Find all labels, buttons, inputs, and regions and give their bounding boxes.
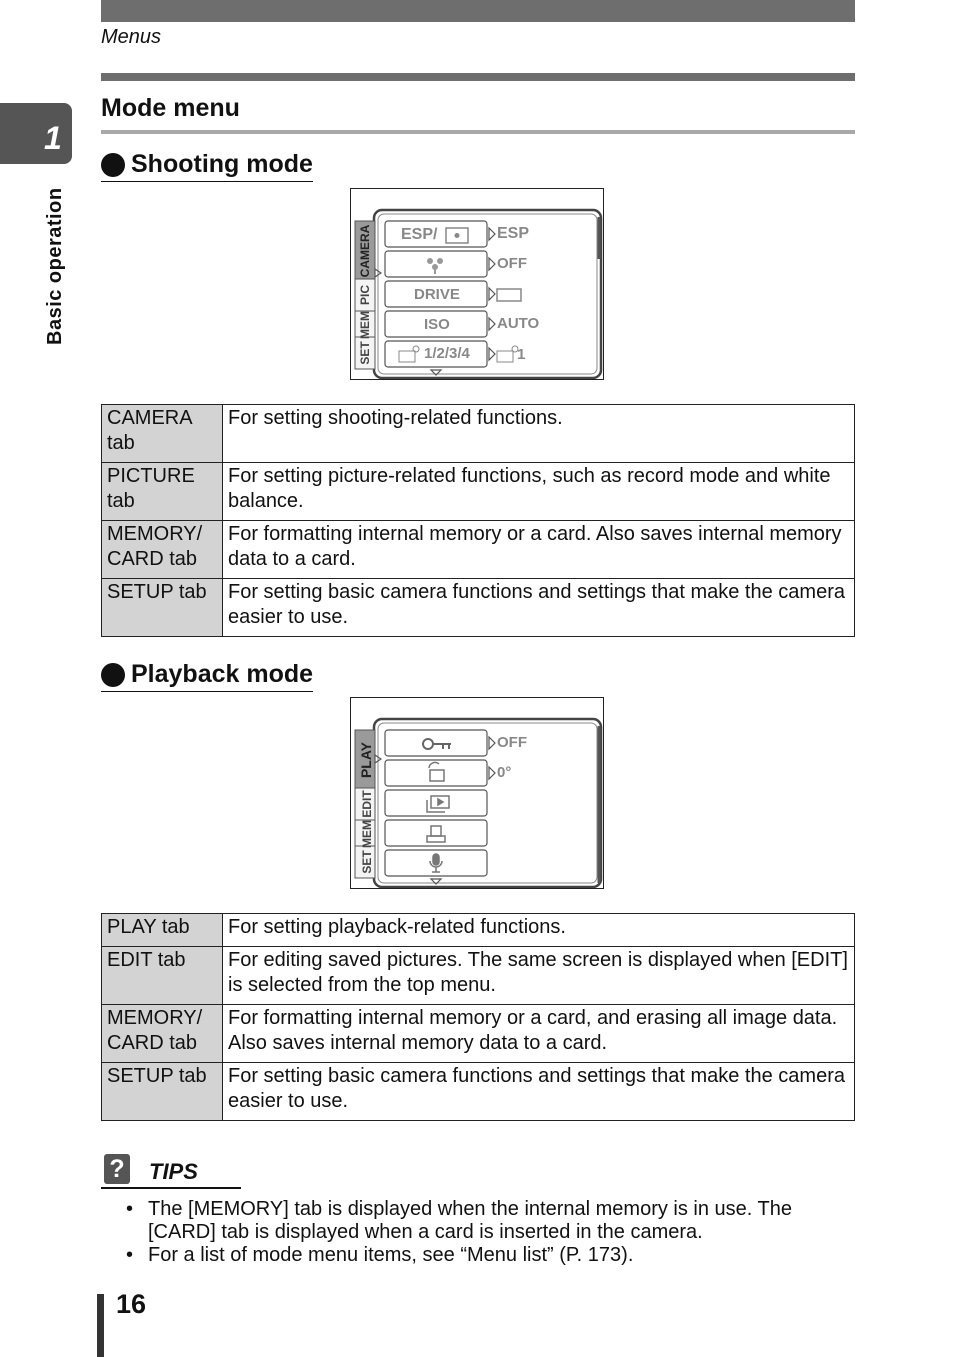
shooting-tabs-table [101, 404, 855, 637]
menu-value-mymode: 1 [517, 346, 526, 363]
page-number: 16 [116, 1289, 147, 1319]
bullet-icon [101, 153, 125, 177]
table-desc: For formatting internal memory or a card. Also saves internal memory data to a card. [223, 521, 855, 579]
tab-set-label: SET [360, 850, 374, 874]
table-desc: For setting basic camera functions and settings that make the camera easier to use. [223, 1063, 855, 1121]
header-label: Menus [101, 26, 162, 48]
menu-item-esp: ESP/ [401, 226, 438, 243]
playback-menu-screen-drawing [351, 698, 603, 888]
table-key: EDIT tab [102, 947, 223, 1005]
menu-value-esp: ESP [497, 225, 530, 242]
list-item: • The [MEMORY] tab is displayed when the internal memory is in use. The [CARD] tab is displayed when a card is inserted in the camera. [126, 1198, 826, 1244]
table-key: MEMORY/ CARD tab [102, 1005, 223, 1063]
title-underline [101, 130, 855, 134]
tab-pic-label: PIC [358, 285, 372, 306]
table-row [102, 1063, 855, 1121]
playback-tabs-table [101, 913, 855, 1121]
table-key: SETUP tab [102, 1063, 223, 1121]
tab-play-label: PLAY [358, 741, 374, 779]
bullet-icon [101, 663, 125, 687]
table-row [102, 405, 855, 463]
tips-list [126, 1198, 826, 1267]
table-desc: For setting playback-related functions. [223, 914, 855, 947]
header-bar [101, 0, 855, 22]
table-desc: For setting shooting-related functions. [223, 405, 855, 463]
menu-value-protect: OFF [497, 734, 527, 751]
shooting-mode-title: Shooting mode [131, 150, 313, 178]
table-row [102, 947, 855, 1005]
menu-value-rotate: 0° [497, 764, 512, 781]
table-key: MEMORY/ CARD tab [102, 521, 223, 579]
section-divider [101, 73, 855, 81]
table-key: CAMERA tab [102, 405, 223, 463]
list-item: • For a list of mode menu items, see “Menu list” (P. 173). [126, 1244, 826, 1267]
playback-mode-title: Playback mode [131, 660, 314, 688]
table-desc: For setting basic camera functions and settings that make the camera easier to use. [223, 579, 855, 637]
table-desc: For setting picture-related functions, such as record mode and white balance. [223, 463, 855, 521]
table-key: SETUP tab [102, 579, 223, 637]
menu-value-macro: OFF [497, 255, 527, 272]
table-row [102, 579, 855, 637]
table-key: PLAY tab [102, 914, 223, 947]
shooting-menu-screen-drawing [351, 189, 603, 379]
playback-menu-screen [350, 697, 604, 889]
tab-edit-label: EDIT [360, 790, 374, 818]
tab-mem-label: MEM [358, 311, 372, 339]
tab-camera-label: CAMERA [358, 224, 372, 278]
menu-item-drive: DRIVE [414, 286, 460, 303]
tips-title: TIPS [149, 1159, 198, 1184]
table-desc: For formatting internal memory or a card, and erasing all image data. Also saves internal memory data to a card. [223, 1005, 855, 1063]
table-row [102, 1005, 855, 1063]
page-title: Mode menu [101, 94, 240, 122]
menu-item-iso: ISO [424, 316, 450, 333]
question-icon: ? [104, 1154, 130, 1184]
table-desc: For editing saved pictures. The same screen is displayed when [EDIT] is selected from the top menu. [223, 947, 855, 1005]
playback-mode-heading [101, 660, 313, 692]
table-key: PICTURE tab [102, 463, 223, 521]
tab-set-label: SET [358, 341, 372, 365]
menu-value-iso: AUTO [497, 315, 540, 332]
table-row [102, 521, 855, 579]
menu-item-mymode: 1/2/3/4 [424, 345, 470, 362]
page-number-bar [97, 1294, 104, 1357]
table-row [102, 463, 855, 521]
shooting-mode-heading [101, 150, 313, 182]
tab-mem-label: MEM [360, 820, 374, 848]
shooting-menu-screen [350, 188, 604, 380]
chapter-title: Basic operation [44, 187, 66, 345]
table-row [102, 914, 855, 947]
chapter-number: 1 [44, 120, 62, 156]
